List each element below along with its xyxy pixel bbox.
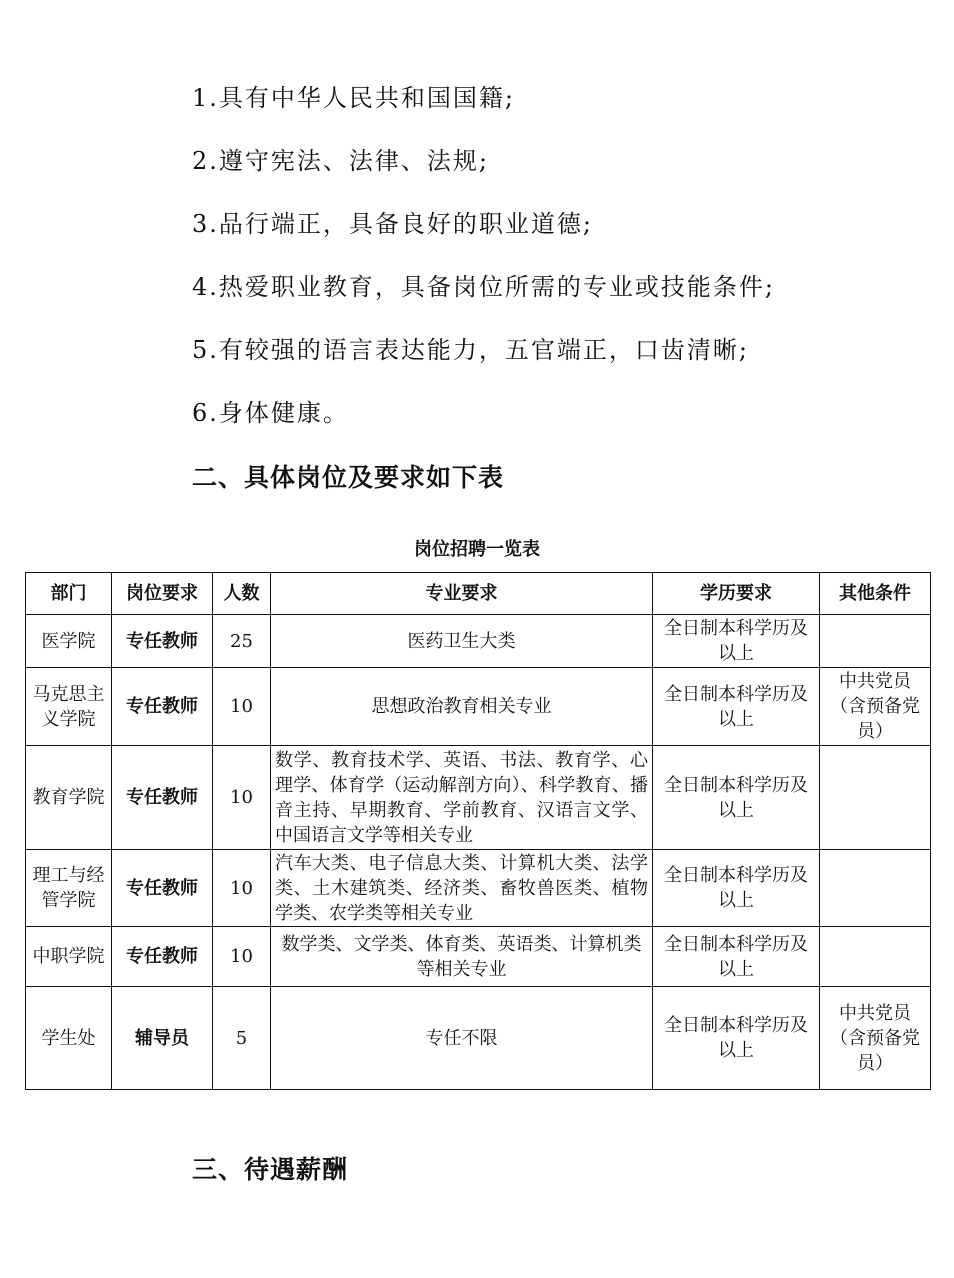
cell-department: 理工与经管学院 xyxy=(26,850,112,927)
cell-count: 25 xyxy=(213,615,271,668)
cell-other xyxy=(820,927,931,987)
section-heading-salary: 三、待遇薪酬 xyxy=(192,1155,349,1184)
cell-position: 专任教师 xyxy=(112,927,213,987)
requirements-list xyxy=(192,78,775,456)
cell-department: 教育学院 xyxy=(26,746,112,850)
cell-major: 数学类、文学类、体育类、英语类、计算机类等相关专业 xyxy=(271,927,653,987)
requirement-item: 2.遵守宪法、法律、法规; xyxy=(192,147,489,175)
recruitment-table xyxy=(25,572,931,1090)
requirement-item: 5.有较强的语言表达能力，五官端正，口齿清晰; xyxy=(192,336,749,364)
table-header-row xyxy=(26,573,931,615)
section-heading-positions: 二、具体岗位及要求如下表 xyxy=(192,463,505,492)
table-row xyxy=(26,850,931,927)
cell-count: 10 xyxy=(213,927,271,987)
cell-major: 专任不限 xyxy=(271,987,653,1090)
cell-position: 专任教师 xyxy=(112,746,213,850)
cell-count: 10 xyxy=(213,668,271,746)
header-position: 岗位要求 xyxy=(112,573,213,615)
cell-education: 全日制本科学历及以上 xyxy=(653,850,820,927)
table-title: 岗位招聘一览表 xyxy=(414,539,540,560)
header-major: 专业要求 xyxy=(271,573,653,615)
cell-education: 全日制本科学历及以上 xyxy=(653,746,820,850)
cell-position: 辅导员 xyxy=(112,987,213,1090)
cell-position: 专任教师 xyxy=(112,850,213,927)
table-row xyxy=(26,746,931,850)
cell-major: 汽车大类、电子信息大类、计算机大类、法学类、土木建筑类、经济类、畜牧兽医类、植物学类、农学类等相关专业 xyxy=(271,850,653,927)
requirement-item: 6.身体健康。 xyxy=(192,399,349,427)
cell-major: 医药卫生大类 xyxy=(271,615,653,668)
cell-count: 10 xyxy=(213,746,271,850)
cell-major: 思想政治教育相关专业 xyxy=(271,668,653,746)
cell-count: 5 xyxy=(213,987,271,1090)
cell-education: 全日制本科学历及以上 xyxy=(653,987,820,1090)
cell-other: 中共党员（含预备党员） xyxy=(820,668,931,746)
cell-department: 学生处 xyxy=(26,987,112,1090)
cell-other xyxy=(820,746,931,850)
header-department: 部门 xyxy=(26,573,112,615)
cell-education: 全日制本科学历及以上 xyxy=(653,927,820,987)
requirement-item: 3.品行端正，具备良好的职业道德; xyxy=(192,210,593,238)
cell-major: 数学、教育技术学、英语、书法、教育学、心理学、体育学（运动解剖方向）、科学教育、播音主持、早期教育、学前教育、汉语言文学、中国语言文学等相关专业 xyxy=(271,746,653,850)
header-other: 其他条件 xyxy=(820,573,931,615)
cell-other xyxy=(820,615,931,668)
table-row xyxy=(26,987,931,1090)
cell-department: 马克思主义学院 xyxy=(26,668,112,746)
header-education: 学历要求 xyxy=(653,573,820,615)
cell-position: 专任教师 xyxy=(112,615,213,668)
table-row xyxy=(26,615,931,668)
cell-education: 全日制本科学历及以上 xyxy=(653,668,820,746)
cell-department: 中职学院 xyxy=(26,927,112,987)
header-count: 人数 xyxy=(213,573,271,615)
cell-other xyxy=(820,850,931,927)
cell-position: 专任教师 xyxy=(112,668,213,746)
cell-count: 10 xyxy=(213,850,271,927)
table-row xyxy=(26,927,931,987)
cell-education: 全日制本科学历及以上 xyxy=(653,615,820,668)
requirement-item: 4.热爱职业教育，具备岗位所需的专业或技能条件; xyxy=(192,273,775,301)
table-row xyxy=(26,668,931,746)
requirement-item: 1.具有中华人民共和国国籍; xyxy=(192,84,515,112)
cell-department: 医学院 xyxy=(26,615,112,668)
cell-other: 中共党员（含预备党员） xyxy=(820,987,931,1090)
